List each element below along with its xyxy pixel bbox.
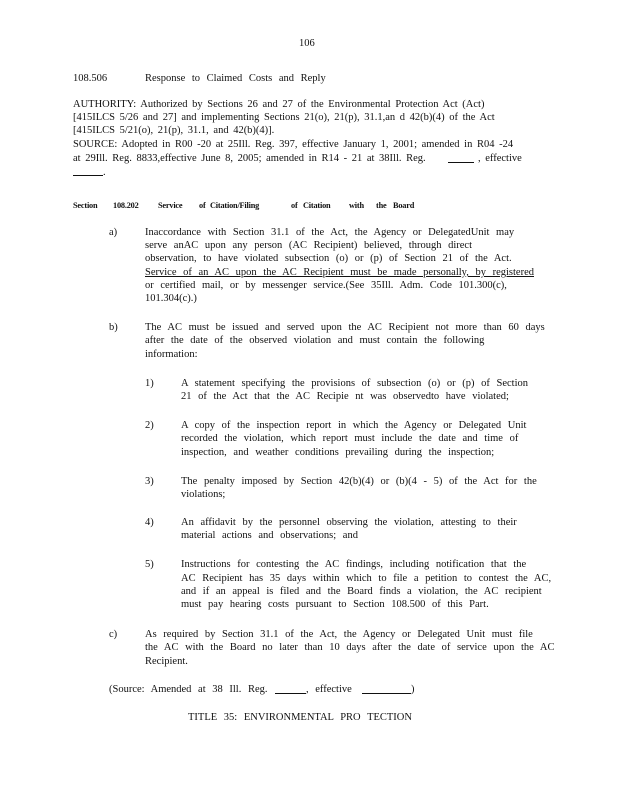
section-heading-word: of: [291, 201, 298, 210]
source-note-suffix: ): [411, 684, 415, 695]
effective-blank: [73, 166, 103, 176]
paragraph-line: Inaccordance with Section 31.1 of the Act, the Agency or DelegatedUnit may: [145, 227, 515, 238]
source-line: at 29Ill. Reg. 8833,effective June 8, 2005; amended in R14 - 21 at 38Ill. Reg.: [73, 153, 426, 164]
list-item-number: 2): [145, 420, 154, 431]
section-title: Response to Claimed Costs and Reply: [145, 73, 326, 84]
source-note-prefix: (Source: Amended at 38 Ill. Reg.: [109, 684, 268, 695]
list-item-number: 5): [145, 559, 154, 570]
list-item-line: An affidavit by the personnel observing the violation, attesting to their: [181, 517, 517, 528]
list-item-number: 4): [145, 517, 154, 528]
page-number: 106: [299, 38, 315, 49]
list-item-line: inspection, and weather conditions prevailing during the inspection;: [181, 447, 495, 458]
section-heading-word: Board: [393, 201, 415, 210]
list-item-line: and if an appeal is filed and the Board finds a violation, the AC recipient: [181, 586, 542, 597]
list-item-line: recorded the violation, which report must include the date and time of: [181, 433, 519, 444]
paragraph-line: after the date of the observed violation and must contain the following: [145, 335, 485, 346]
authority-line: AUTHORITY: Authorized by Sections 26 and 27 of the Environmental Protection Act (Act): [73, 99, 485, 110]
section-label: Section: [73, 201, 98, 210]
section-heading-word: Citation/Filing: [210, 201, 260, 210]
paragraph-label: a): [109, 227, 118, 238]
list-item-line: A copy of the inspection report in which the Agency or Delegated Unit: [181, 420, 527, 431]
paragraph-line: the AC with the Board no later than 10 days after the date of service upon the AC: [145, 642, 555, 653]
section-number: 108.506: [73, 73, 108, 84]
authority-line: [415ILCS 5/21(o), 21(p), 31.1, and 42(b)(4)].: [73, 125, 275, 136]
list-item-line: must pay hearing costs pursuant to Section 108.500 of this Part.: [181, 599, 489, 610]
list-item-line: Instructions for contesting the AC findings, including notification that the: [181, 559, 527, 570]
section-heading-word: Service: [158, 201, 183, 210]
list-item-line: A statement specifying the provisions of subsection (o) or (p) of Section: [181, 378, 528, 389]
section-heading-word: with: [349, 201, 364, 210]
paragraph-line: The AC must be issued and served upon the AC Recipient not more than 60 days: [145, 322, 545, 333]
reg-blank: [448, 153, 474, 163]
section-heading-word: the: [376, 201, 387, 210]
paragraph-line: 101.304(c).): [145, 293, 197, 304]
footer-title: TITLE 35: ENVIRONMENTAL PRO TECTION: [188, 712, 412, 723]
source-line-end: .: [103, 167, 106, 178]
list-item-line: 21 of the Act that the AC Recipie nt was observedto have violated;: [181, 391, 509, 402]
list-item-line: material actions and observations; and: [181, 530, 358, 541]
paragraph-line: or certified mail, or by messenger service.(See 35Ill. Adm. Code 101.300(c),: [145, 280, 507, 291]
source-line: SOURCE: Adopted in R00 -20 at 25Ill. Reg. 397, effective January 1, 2001; amended in R04 -24: [73, 139, 514, 150]
section-heading-word: Citation: [303, 201, 331, 210]
list-item-line: The penalty imposed by Section 42(b)(4) or (b)(4 - 5) of the Act for the: [181, 476, 537, 487]
authority-line: [415ILCS 5/26 and 27] and implementing Sections 21(o), 21(p), 31.1,an d 42(b)(4) of the Act: [73, 112, 495, 123]
list-item-number: 1): [145, 378, 154, 389]
paragraph-line: information:: [145, 349, 198, 360]
paragraph-line-underlined: Service of an AC upon the AC Recipient must be made personally, by registered: [145, 267, 534, 278]
list-item-line: violations;: [181, 489, 226, 500]
paragraph-line: observation, to have violated subsection (o) or (p) of Section 21 of the Act.: [145, 253, 512, 264]
paragraph-line: Recipient.: [145, 656, 188, 667]
effective-blank: [362, 684, 411, 694]
paragraph-label: c): [109, 629, 118, 640]
source-note-middle: , effective: [306, 684, 352, 695]
list-item-line: AC Recipient has 35 days within which to file a petition to contest the AC,: [181, 573, 552, 584]
reg-blank: [275, 684, 306, 694]
paragraph-line: As required by Section 31.1 of the Act, the Agency or Delegated Unit must file: [145, 629, 533, 640]
source-line: , effective: [478, 153, 522, 164]
paragraph-line: serve anAC upon any person (AC Recipient) believed, through direct: [145, 240, 473, 251]
paragraph-label: b): [109, 322, 118, 333]
section-heading-word: of: [199, 201, 206, 210]
section-heading-number: 108.202: [113, 201, 139, 210]
list-item-number: 3): [145, 476, 154, 487]
